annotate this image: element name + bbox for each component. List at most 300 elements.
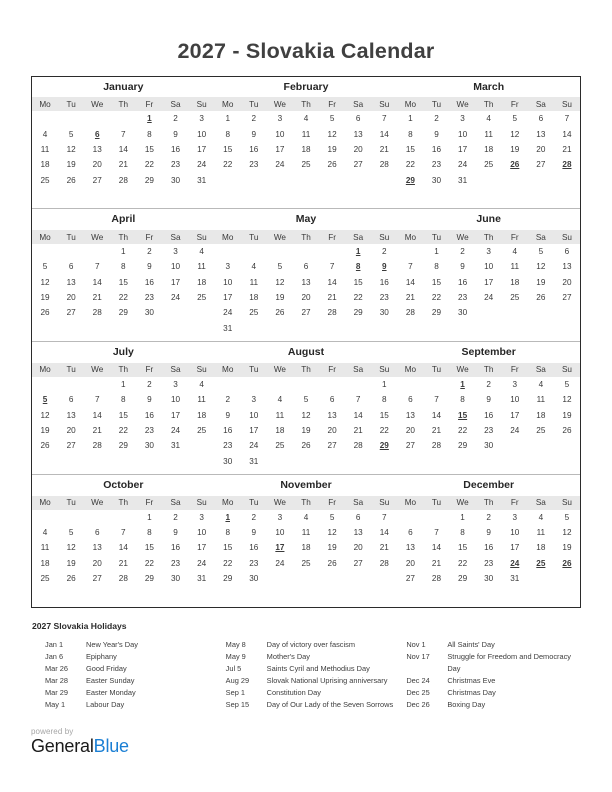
day-cell[interactable]: 8: [225, 527, 230, 537]
day-cell[interactable]: 5: [68, 129, 74, 139]
day-cell[interactable]: 3: [512, 379, 518, 389]
day-cell[interactable]: 10: [510, 527, 520, 537]
day-cell[interactable]: 11: [301, 129, 311, 139]
day-cell[interactable]: 3: [225, 262, 230, 272]
day-cell[interactable]: 24: [458, 160, 468, 170]
day-cell[interactable]: 19: [66, 160, 76, 170]
day-cell[interactable]: 11: [484, 129, 493, 139]
day-cell[interactable]: 25: [40, 574, 50, 584]
day-cell[interactable]: 23: [144, 425, 154, 435]
day-cell[interactable]: 31: [510, 574, 520, 584]
day-cell[interactable]: 5: [564, 512, 570, 522]
day-cell[interactable]: 14: [562, 129, 572, 139]
day-cell[interactable]: 26: [536, 293, 546, 303]
day-cell[interactable]: 7: [382, 114, 387, 124]
day-cell[interactable]: 10: [170, 262, 181, 272]
day-cell[interactable]: 29: [118, 441, 128, 451]
day-cell[interactable]: 19: [275, 293, 285, 303]
day-cell[interactable]: 25: [40, 175, 50, 185]
day-cell[interactable]: 7: [355, 395, 361, 405]
day-cell[interactable]: 7: [121, 527, 126, 537]
day-cell[interactable]: 5: [303, 395, 309, 405]
day-cell[interactable]: 28: [92, 308, 102, 318]
day-cell[interactable]: 9: [460, 262, 465, 272]
day-cell[interactable]: 6: [538, 114, 544, 124]
day-cell[interactable]: 16: [144, 277, 154, 287]
day-cell-holiday[interactable]: 29: [379, 441, 389, 451]
day-cell[interactable]: 24: [197, 160, 207, 170]
day-cell[interactable]: 22: [431, 293, 442, 303]
day-cell[interactable]: 22: [458, 425, 468, 435]
day-cell[interactable]: 18: [536, 543, 546, 553]
day-cell[interactable]: 12: [562, 395, 572, 405]
day-cell[interactable]: 2: [173, 512, 178, 522]
day-cell[interactable]: 13: [92, 144, 102, 154]
day-cell[interactable]: 4: [199, 246, 204, 256]
day-cell[interactable]: 18: [40, 160, 50, 170]
day-cell[interactable]: 3: [251, 395, 257, 405]
day-cell[interactable]: 1: [434, 246, 439, 256]
day-cell[interactable]: 25: [301, 558, 311, 568]
day-cell[interactable]: 21: [353, 425, 363, 435]
day-cell[interactable]: 2: [173, 114, 178, 124]
day-cell[interactable]: 3: [277, 114, 283, 124]
day-cell[interactable]: 28: [118, 574, 128, 584]
day-cell[interactable]: 23: [379, 293, 389, 303]
day-cell[interactable]: 29: [144, 574, 154, 584]
day-cell[interactable]: 9: [173, 129, 178, 139]
day-cell[interactable]: 18: [301, 543, 311, 553]
day-cell[interactable]: 2: [251, 114, 257, 124]
day-cell[interactable]: 9: [251, 527, 257, 537]
day-cell[interactable]: 26: [40, 441, 50, 451]
day-cell[interactable]: 23: [431, 160, 442, 170]
day-cell[interactable]: 23: [223, 441, 233, 451]
day-cell[interactable]: 14: [118, 144, 128, 154]
day-cell[interactable]: 30: [458, 308, 468, 318]
day-cell[interactable]: 19: [562, 543, 572, 553]
day-cell[interactable]: 8: [382, 395, 387, 405]
day-cell[interactable]: 30: [484, 441, 494, 451]
day-cell[interactable]: 30: [249, 574, 259, 584]
day-cell[interactable]: 18: [301, 144, 311, 154]
day-cell[interactable]: 9: [251, 129, 257, 139]
day-cell[interactable]: 11: [249, 277, 259, 287]
day-cell[interactable]: 22: [405, 160, 415, 170]
day-cell[interactable]: 22: [353, 293, 363, 303]
day-cell[interactable]: 20: [536, 144, 546, 154]
day-cell[interactable]: 29: [118, 308, 128, 318]
day-cell[interactable]: 24: [484, 293, 494, 303]
day-cell[interactable]: 20: [405, 425, 415, 435]
day-cell[interactable]: 19: [327, 144, 337, 154]
day-cell[interactable]: 13: [92, 543, 102, 553]
day-cell[interactable]: 13: [66, 277, 76, 287]
day-cell[interactable]: 8: [147, 527, 152, 537]
day-cell[interactable]: 10: [197, 129, 207, 139]
day-cell[interactable]: 26: [40, 308, 50, 318]
day-cell[interactable]: 2: [434, 114, 439, 124]
day-cell[interactable]: 10: [197, 527, 207, 537]
day-cell[interactable]: 17: [510, 543, 520, 553]
day-cell[interactable]: 7: [434, 527, 439, 537]
day-cell[interactable]: 20: [66, 425, 76, 435]
day-cell[interactable]: 31: [458, 175, 468, 185]
day-cell[interactable]: 6: [355, 114, 361, 124]
day-cell[interactable]: 14: [353, 410, 363, 420]
day-cell[interactable]: 27: [405, 441, 415, 451]
day-cell[interactable]: 11: [536, 395, 546, 405]
day-cell[interactable]: 12: [275, 277, 285, 287]
day-cell[interactable]: 19: [536, 277, 546, 287]
day-cell[interactable]: 13: [353, 527, 363, 537]
day-cell[interactable]: 24: [275, 160, 285, 170]
day-cell[interactable]: 20: [92, 558, 102, 568]
day-cell[interactable]: 11: [275, 410, 285, 420]
day-cell[interactable]: 13: [405, 410, 415, 420]
day-cell[interactable]: 24: [170, 425, 181, 435]
day-cell[interactable]: 12: [327, 129, 337, 139]
day-cell[interactable]: 28: [353, 441, 363, 451]
day-cell[interactable]: 2: [147, 246, 152, 256]
day-cell[interactable]: 5: [68, 527, 74, 537]
day-cell[interactable]: 11: [197, 395, 206, 405]
day-cell[interactable]: 31: [223, 323, 233, 333]
day-cell[interactable]: 12: [562, 527, 572, 537]
day-cell[interactable]: 20: [301, 293, 311, 303]
day-cell-holiday[interactable]: 9: [382, 262, 387, 272]
day-cell[interactable]: 27: [301, 308, 311, 318]
day-cell[interactable]: 30: [431, 175, 442, 185]
day-cell[interactable]: 5: [42, 262, 48, 272]
day-cell-holiday[interactable]: 1: [355, 246, 361, 256]
day-cell[interactable]: 6: [329, 395, 335, 405]
day-cell[interactable]: 21: [562, 144, 572, 154]
day-cell[interactable]: 8: [147, 129, 152, 139]
day-cell[interactable]: 18: [197, 277, 207, 287]
day-cell[interactable]: 7: [408, 262, 413, 272]
day-cell[interactable]: 25: [301, 160, 311, 170]
day-cell[interactable]: 19: [301, 425, 311, 435]
day-cell[interactable]: 20: [353, 543, 363, 553]
day-cell[interactable]: 4: [538, 379, 544, 389]
day-cell-holiday[interactable]: 26: [562, 558, 572, 568]
day-cell[interactable]: 13: [301, 277, 311, 287]
day-cell[interactable]: 16: [249, 144, 259, 154]
day-cell[interactable]: 26: [562, 425, 572, 435]
day-cell[interactable]: 12: [40, 277, 50, 287]
day-cell[interactable]: 6: [355, 512, 361, 522]
day-cell[interactable]: 4: [42, 527, 48, 537]
day-cell[interactable]: 17: [223, 293, 233, 303]
day-cell[interactable]: 24: [197, 558, 207, 568]
day-cell[interactable]: 4: [251, 262, 257, 272]
day-cell[interactable]: 16: [484, 410, 494, 420]
day-cell[interactable]: 30: [379, 308, 389, 318]
day-cell[interactable]: 26: [275, 308, 285, 318]
day-cell[interactable]: 6: [68, 395, 74, 405]
day-cell[interactable]: 23: [249, 160, 259, 170]
day-cell[interactable]: 8: [434, 262, 439, 272]
day-cell[interactable]: 31: [197, 574, 207, 584]
day-cell-holiday[interactable]: 6: [94, 129, 100, 139]
day-cell[interactable]: 27: [327, 441, 337, 451]
day-cell[interactable]: 11: [536, 527, 546, 537]
day-cell[interactable]: 9: [173, 527, 178, 537]
day-cell[interactable]: 21: [327, 293, 337, 303]
day-cell[interactable]: 9: [486, 527, 491, 537]
day-cell[interactable]: 2: [486, 512, 491, 522]
day-cell[interactable]: 14: [405, 277, 415, 287]
day-cell[interactable]: 14: [92, 277, 102, 287]
day-cell[interactable]: 4: [277, 395, 283, 405]
day-cell[interactable]: 22: [223, 160, 233, 170]
day-cell[interactable]: 11: [40, 543, 50, 553]
day-cell[interactable]: 11: [301, 527, 311, 537]
day-cell[interactable]: 22: [458, 558, 468, 568]
day-cell[interactable]: 1: [147, 512, 152, 522]
day-cell[interactable]: 27: [353, 558, 363, 568]
day-cell[interactable]: 28: [379, 160, 389, 170]
day-cell[interactable]: 20: [562, 277, 572, 287]
day-cell[interactable]: 7: [382, 512, 387, 522]
day-cell[interactable]: 28: [431, 574, 442, 584]
day-cell[interactable]: 22: [118, 293, 128, 303]
day-cell[interactable]: 19: [510, 144, 520, 154]
day-cell-holiday[interactable]: 1: [147, 114, 152, 124]
day-cell[interactable]: 21: [92, 425, 102, 435]
day-cell[interactable]: 15: [458, 543, 468, 553]
day-cell[interactable]: 29: [458, 574, 468, 584]
day-cell[interactable]: 1: [382, 379, 387, 389]
day-cell[interactable]: 6: [303, 262, 309, 272]
day-cell[interactable]: 21: [118, 558, 128, 568]
day-cell[interactable]: 8: [408, 129, 413, 139]
day-cell[interactable]: 1: [121, 379, 126, 389]
day-cell[interactable]: 7: [94, 262, 100, 272]
day-cell[interactable]: 27: [92, 175, 102, 185]
day-cell[interactable]: 2: [147, 379, 152, 389]
day-cell[interactable]: 20: [353, 144, 363, 154]
day-cell[interactable]: 14: [431, 543, 442, 553]
day-cell[interactable]: 18: [510, 277, 520, 287]
day-cell-holiday[interactable]: 29: [405, 175, 415, 185]
day-cell[interactable]: 16: [223, 425, 233, 435]
day-cell-holiday[interactable]: 5: [42, 395, 48, 405]
day-cell[interactable]: 29: [458, 441, 468, 451]
day-cell[interactable]: 12: [66, 543, 76, 553]
day-cell[interactable]: 28: [92, 441, 102, 451]
day-cell[interactable]: 6: [408, 527, 413, 537]
day-cell[interactable]: 28: [379, 558, 389, 568]
day-cell[interactable]: 10: [275, 527, 285, 537]
day-cell[interactable]: 24: [170, 293, 181, 303]
day-cell[interactable]: 12: [301, 410, 311, 420]
day-cell[interactable]: 23: [170, 160, 181, 170]
day-cell[interactable]: 22: [223, 558, 233, 568]
day-cell[interactable]: 3: [199, 114, 204, 124]
day-cell[interactable]: 24: [510, 425, 520, 435]
day-cell[interactable]: 7: [329, 262, 335, 272]
day-cell[interactable]: 30: [170, 574, 181, 584]
day-cell[interactable]: 20: [405, 558, 415, 568]
day-cell[interactable]: 19: [40, 293, 50, 303]
day-cell[interactable]: 25: [484, 160, 494, 170]
day-cell[interactable]: 31: [249, 456, 259, 466]
day-cell[interactable]: 8: [225, 129, 230, 139]
day-cell[interactable]: 5: [277, 262, 283, 272]
day-cell[interactable]: 2: [382, 246, 387, 256]
day-cell[interactable]: 15: [118, 277, 128, 287]
day-cell-holiday[interactable]: 15: [458, 410, 468, 420]
day-cell-holiday[interactable]: 24: [510, 558, 520, 568]
day-cell-holiday[interactable]: 26: [510, 160, 520, 170]
day-cell[interactable]: 15: [144, 144, 154, 154]
day-cell[interactable]: 6: [408, 395, 413, 405]
day-cell[interactable]: 6: [94, 527, 100, 537]
day-cell[interactable]: 8: [460, 527, 465, 537]
day-cell[interactable]: 17: [510, 410, 520, 420]
day-cell[interactable]: 16: [379, 277, 389, 287]
day-cell[interactable]: 27: [66, 441, 76, 451]
day-cell[interactable]: 15: [144, 543, 154, 553]
day-cell[interactable]: 21: [379, 144, 389, 154]
day-cell-holiday[interactable]: 1: [460, 379, 465, 389]
day-cell[interactable]: 18: [249, 293, 259, 303]
day-cell[interactable]: 17: [197, 144, 207, 154]
day-cell[interactable]: 13: [353, 129, 363, 139]
day-cell[interactable]: 11: [197, 262, 206, 272]
day-cell[interactable]: 18: [197, 410, 207, 420]
day-cell[interactable]: 8: [121, 262, 126, 272]
day-cell[interactable]: 9: [147, 395, 152, 405]
day-cell[interactable]: 1: [121, 246, 126, 256]
day-cell[interactable]: 13: [562, 262, 572, 272]
day-cell[interactable]: 21: [118, 160, 128, 170]
day-cell[interactable]: 30: [144, 441, 154, 451]
day-cell[interactable]: 9: [486, 395, 491, 405]
day-cell[interactable]: 14: [327, 277, 337, 287]
day-cell[interactable]: 7: [94, 395, 100, 405]
day-cell[interactable]: 5: [512, 114, 518, 124]
day-cell[interactable]: 30: [484, 574, 494, 584]
day-cell[interactable]: 16: [249, 543, 259, 553]
day-cell[interactable]: 21: [431, 425, 442, 435]
day-cell[interactable]: 3: [199, 512, 204, 522]
day-cell[interactable]: 28: [118, 175, 128, 185]
day-cell[interactable]: 16: [431, 144, 442, 154]
day-cell[interactable]: 22: [118, 425, 128, 435]
day-cell[interactable]: 7: [121, 129, 126, 139]
day-cell[interactable]: 26: [66, 175, 76, 185]
day-cell[interactable]: 23: [458, 293, 468, 303]
day-cell[interactable]: 30: [223, 456, 233, 466]
day-cell[interactable]: 10: [510, 395, 520, 405]
day-cell[interactable]: 15: [431, 277, 442, 287]
day-cell[interactable]: 29: [353, 308, 363, 318]
day-cell[interactable]: 23: [249, 558, 259, 568]
day-cell[interactable]: 4: [512, 246, 518, 256]
day-cell[interactable]: 18: [536, 410, 546, 420]
day-cell[interactable]: 28: [431, 441, 442, 451]
day-cell[interactable]: 3: [277, 512, 283, 522]
day-cell[interactable]: 3: [460, 114, 465, 124]
day-cell[interactable]: 2: [460, 246, 465, 256]
day-cell[interactable]: 17: [484, 277, 494, 287]
day-cell[interactable]: 14: [379, 129, 389, 139]
day-cell-holiday[interactable]: 1: [225, 512, 230, 522]
day-cell[interactable]: 10: [275, 129, 285, 139]
day-cell[interactable]: 27: [92, 574, 102, 584]
day-cell[interactable]: 29: [431, 308, 442, 318]
day-cell[interactable]: 4: [303, 512, 309, 522]
day-cell[interactable]: 1: [225, 114, 230, 124]
day-cell[interactable]: 24: [275, 558, 285, 568]
day-cell[interactable]: 16: [144, 410, 154, 420]
day-cell[interactable]: 10: [223, 277, 233, 287]
day-cell[interactable]: 17: [197, 543, 207, 553]
day-cell-holiday[interactable]: 25: [536, 558, 546, 568]
day-cell[interactable]: 17: [170, 277, 181, 287]
day-cell[interactable]: 21: [92, 293, 102, 303]
day-cell[interactable]: 15: [405, 144, 415, 154]
day-cell[interactable]: 4: [303, 114, 309, 124]
day-cell[interactable]: 18: [40, 558, 50, 568]
day-cell[interactable]: 21: [431, 558, 442, 568]
day-cell[interactable]: 16: [458, 277, 468, 287]
day-cell[interactable]: 3: [512, 512, 518, 522]
day-cell[interactable]: 12: [66, 144, 76, 154]
day-cell[interactable]: 20: [66, 293, 76, 303]
day-cell[interactable]: 19: [327, 543, 337, 553]
day-cell[interactable]: 27: [405, 574, 415, 584]
day-cell[interactable]: 23: [170, 558, 181, 568]
day-cell[interactable]: 21: [405, 293, 415, 303]
day-cell[interactable]: 28: [327, 308, 337, 318]
day-cell[interactable]: 1: [408, 114, 413, 124]
day-cell[interactable]: 5: [329, 114, 335, 124]
day-cell[interactable]: 4: [538, 512, 544, 522]
generalblue-logo[interactable]: [31, 737, 129, 757]
day-cell[interactable]: 25: [510, 293, 520, 303]
day-cell[interactable]: 25: [197, 425, 207, 435]
day-cell[interactable]: 22: [144, 160, 154, 170]
day-cell[interactable]: 22: [379, 425, 389, 435]
day-cell[interactable]: 5: [538, 246, 544, 256]
day-cell-holiday[interactable]: 17: [275, 543, 285, 553]
day-cell[interactable]: 4: [486, 114, 491, 124]
day-cell[interactable]: 2: [486, 379, 491, 389]
day-cell[interactable]: 26: [301, 441, 311, 451]
day-cell[interactable]: 25: [536, 425, 546, 435]
day-cell[interactable]: 21: [379, 543, 389, 553]
day-cell[interactable]: 19: [562, 410, 572, 420]
day-cell[interactable]: 1: [460, 512, 465, 522]
day-cell[interactable]: 12: [40, 410, 50, 420]
day-cell[interactable]: 8: [460, 395, 465, 405]
day-cell[interactable]: 11: [40, 144, 50, 154]
day-cell[interactable]: 17: [458, 144, 468, 154]
day-cell[interactable]: 13: [536, 129, 546, 139]
day-cell[interactable]: 17: [275, 144, 285, 154]
day-cell[interactable]: 23: [144, 293, 154, 303]
day-cell[interactable]: 14: [431, 410, 442, 420]
day-cell[interactable]: 15: [118, 410, 128, 420]
day-cell[interactable]: 15: [223, 144, 233, 154]
day-cell[interactable]: 31: [197, 175, 207, 185]
day-cell[interactable]: 20: [327, 425, 337, 435]
day-cell[interactable]: 30: [170, 175, 181, 185]
